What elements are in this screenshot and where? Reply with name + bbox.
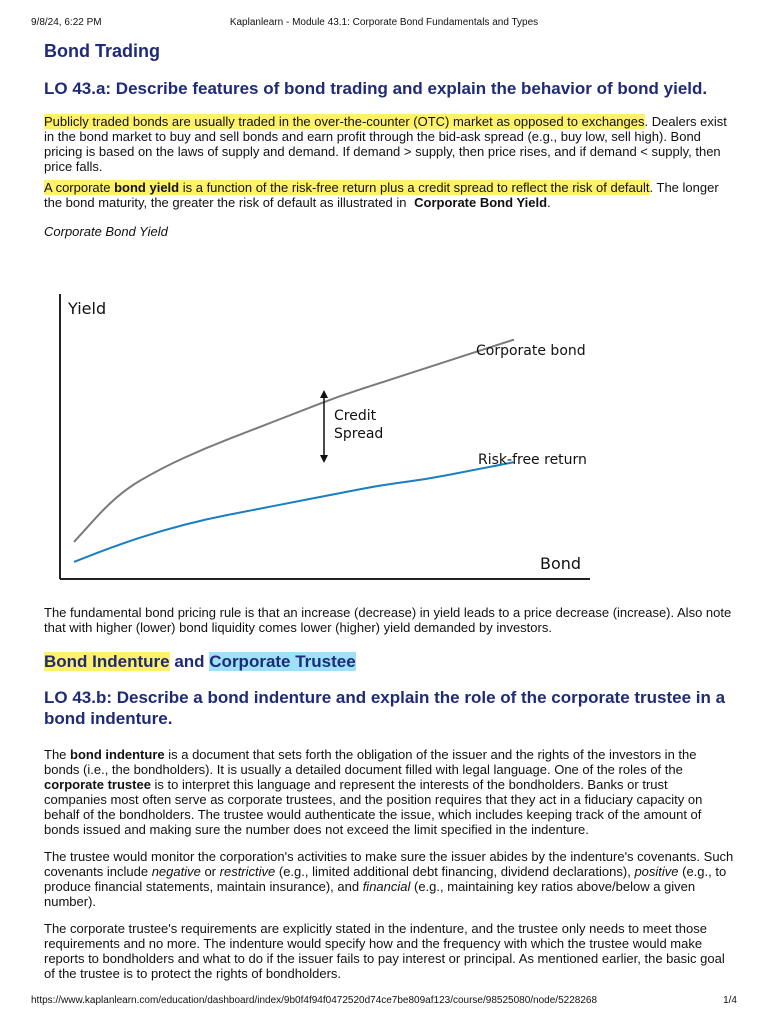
highlight-bond-yield [44, 180, 650, 195]
term-restrictive: restrictive [219, 864, 276, 879]
document-body-continued [44, 605, 734, 981]
paragraph-otc-market [44, 114, 734, 174]
arrow-head-down [320, 455, 328, 463]
paragraph-indenture [44, 747, 734, 837]
highlight-otc: Publicly traded bonds are usually traded in the over-the-counter (OTC) market as opposed to exchanges [44, 114, 645, 129]
annotation-credit: Credit [334, 408, 377, 424]
text: The [44, 747, 71, 762]
text: The trustee would monitor the corporation's activities to make sure the issuer abides by the indenture's covenants. Such covenants include [44, 849, 734, 879]
paragraph-bond-yield [44, 180, 734, 210]
annotation-spread: Spread [334, 426, 384, 442]
text: (e.g., to produce financial statements, maintain insurance), and [44, 864, 727, 894]
chart-svg [58, 290, 594, 582]
figure-link[interactable]: Corporate Bond Yield [414, 195, 548, 210]
learning-objective-43a: LO 43.a: Describe features of bond trading and explain the behavior of bond yield. [44, 79, 708, 98]
print-page-number: 1/4 [723, 995, 737, 1006]
text: A corporate [44, 180, 115, 195]
section-title-bond-trading: Bond Trading [44, 41, 160, 61]
text: is to interpret this language and represent the interests of the bondholders. Banks or trust companies most often serve as corporate trustees, and the position requires that they act in a fiduciary capacity on behalf of the bondholders. The trustee would authenticate the issue, which includes keeping track of the amount of bonds issued and making sure the number does not exceed the limit specified in the indenture. [44, 777, 703, 837]
term-bond-yield: bond yield [114, 180, 180, 195]
term-bond-indenture: bond indenture [70, 747, 165, 762]
y-axis-label: Yield [68, 299, 107, 318]
legend-corporate-bond: Corporate bond [476, 343, 586, 359]
text: is a function of the risk-free return plus a credit spread to reflect the risk of default [179, 180, 650, 195]
term-corporate-trustee: corporate trustee [44, 777, 151, 792]
print-page-title: Kaplanlearn - Module 43.1: Corporate Bond Fundamentals and Types [229, 17, 539, 28]
term-financial: financial [362, 879, 411, 894]
corporate-bond-yield-chart [58, 290, 594, 582]
paragraph-pricing-rule: The fundamental bond pricing rule is that an increase (decrease) in yield leads to a price decrease (increase). Also note that with higher (lower) bond liquidity comes lower (higher) yield demanded by investors. [44, 605, 732, 635]
text: (e.g., maintaining key ratios above/below a given number). [44, 879, 696, 909]
highlight-bond-indenture: Bond Indenture [44, 652, 170, 671]
term-positive: positive [634, 864, 679, 879]
text: . The longer the bond maturity, the greater the risk of default as illustrated in [44, 180, 719, 210]
series-layer [74, 340, 514, 562]
learning-objective-43b: LO 43.b: Describe a bond indenture and explain the role of the corporate trustee in a bond indenture. [44, 688, 726, 728]
paragraph-trustee-requirements: The corporate trustee's requirements are explicitly stated in the indenture, and the trustee only needs to meet those requirements and no more. The indenture would specify how and the frequency with which the trustee would make reports to bondholders and what to do if the issuer fails to pay interest or principal. As mentioned earlier, the basic goal of the trustee is to protect the rights of bondholders. [44, 921, 725, 981]
document-body [44, 40, 734, 239]
text: is a document that sets forth the obligation of the issuer and the rights of the investors in the bonds (i.e., the bondholders). It is usually a detailed document filled with legal language. One of the roles of the [44, 747, 697, 777]
paragraph-covenants [44, 849, 734, 909]
print-datetime: 9/8/24, 6:22 PM [31, 17, 102, 28]
series-line-0 [74, 340, 514, 542]
term-negative: negative [151, 864, 201, 879]
series-line-1 [74, 462, 514, 562]
text: or [200, 864, 220, 879]
text: and [169, 652, 210, 671]
figure-caption: Corporate Bond Yield [44, 224, 168, 239]
arrow-head-up [320, 390, 328, 398]
legend-risk-free-return: Risk-free return [478, 452, 587, 468]
paragraph-text: . Dealers exist in the bond market to buy and sell bonds and earn profit through the bid-ask spread (e.g., buy low, sell high). Bond pricing is based on the laws of supply and demand. If demand > supply, then price rises, and if demand < supply, then price falls. [44, 114, 727, 174]
print-url: https://www.kaplanlearn.com/education/dashboard/index/9b0f4f94f0472520d74ce7be809af123/course/98525080/node/5228268 [31, 995, 598, 1006]
highlight-corporate-trustee: Corporate Trustee [209, 652, 356, 671]
x-axis-label: Bond [540, 554, 582, 573]
text: . [547, 195, 551, 210]
section-title-indenture [44, 651, 734, 673]
text: (e.g., limited additional debt financing, dividend declarations), [275, 864, 635, 879]
